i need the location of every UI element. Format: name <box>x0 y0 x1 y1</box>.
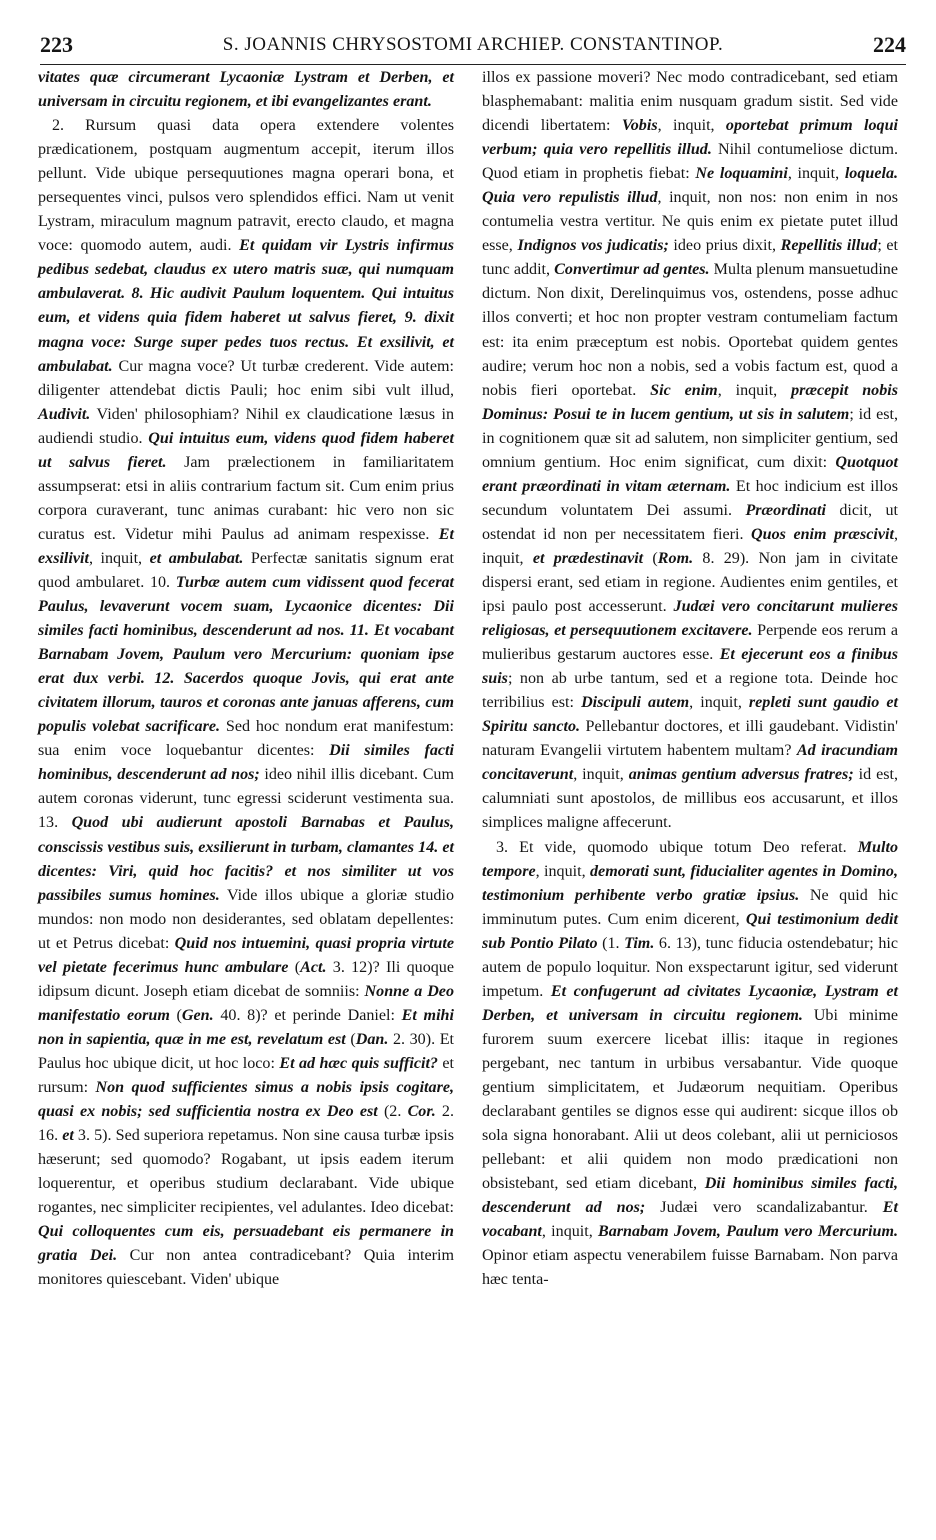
scripture-quote: Rom. <box>657 549 694 567</box>
scripture-quote: Et vocabant <box>482 1199 898 1241</box>
text-run: ideo nihil illis dicebant. Cum autem coronas viderunt, tunc egressi sciderunt vestimenta sua. 13. <box>38 766 454 832</box>
text-run: 6. 13), tunc fiducia ostendebatur; hic autem de populo loquitur. Non exspectarunt igitur, sed viderunt impetum. <box>482 934 898 1000</box>
scripture-quote: Et ejecerunt eos a finibus suis <box>482 646 898 688</box>
text-run: Sed hoc nondum erat manifestum: sua enim voce loquebantur dicentes: <box>38 718 454 760</box>
text-run: dicit, ut ostendat id non per necessitatem fieri. <box>482 501 898 543</box>
text-run: ( <box>169 1006 182 1024</box>
paragraph <box>38 114 454 1292</box>
scripture-quote: Multo tempore <box>482 838 898 880</box>
left-column <box>38 66 454 1292</box>
scripture-quote: Dii hominibus similes facti, descenderunt ad nos; <box>482 1175 898 1217</box>
scripture-quote: Dii similes facti hominibus, descenderunt ad nos; <box>38 742 454 784</box>
text-run: , inquit, non nos: non enim in nos contumelia vestra vertitur. Ne quis enim ex pietate putet illud esse, <box>482 189 898 255</box>
scripture-quote: Nonne a Deo manifestatio eorum <box>38 982 455 1024</box>
scripture-quote: Et mihi non in sapientia, quæ in me est, revelatum est <box>38 1006 454 1048</box>
text-run: 2. 30). Et Paulus hoc ubique dicit, ut hoc loco: <box>38 1030 455 1072</box>
scripture-quote: Qui intuitus eum, videns quod fidem haberet ut salvus fieret. <box>38 429 454 471</box>
text-run: 3. Et vide, quomodo ubique totum Deo referat. <box>496 838 858 856</box>
scripture-quote: Quod ubi audierunt apostoli Barnabas et Paulus, conscissis vestibus suis, exsilierunt in turbam, clamantes 14. et dicentes: Viri, quid hoc facitis? et nos similiter ut vos passibiles sumus homines. <box>38 814 454 904</box>
scripture-quote: loquela. Quia vero repulistis illud <box>482 165 899 207</box>
scripture-quote: Et confugerunt ad civitates Lycaoniæ, Lystram et Derben, et universam in circuitu regionem. <box>482 982 898 1024</box>
scripture-quote: Quid nos intuemini, quasi propria virtute vel pietate fecerimus hunc ambulare <box>38 934 454 976</box>
scripture-quote: et ambulabat. <box>149 549 244 567</box>
text-run: 2. Rursum quasi data opera extendere volentes prædicationem, postquam augmentum accepit, iterum illos pellunt. Vide ubique persequutiones magna operari bona, et persequentes vinci, pulsos vero splendidos effici. Nam ut venit Lystram, miraculum magnum patravit, erecto claudo, et magna voce: quomodo autem, audi. <box>38 117 454 255</box>
scripture-quote: Convertimur ad gentes. <box>554 261 710 279</box>
text-run: (1. <box>597 934 625 952</box>
text-run: Pellebantur doctores, et illi gaudebant. Vidistin' naturam Evangelii virtutem habentem multam? <box>482 718 898 760</box>
text-run: Cur non antea contradicebant? Quia interim monitores quiescebant. Viden' ubique <box>38 1247 454 1289</box>
text-run: ; non ab urbe tantum, sed et a regione tota. Deinde hoc terribilius est: <box>482 670 898 712</box>
scripture-quote: Ne loquamini <box>695 165 788 183</box>
text-run: ( <box>288 958 301 976</box>
scripture-quote: oportebat primum loqui verbum; quia vero repellitis illud. <box>482 117 898 159</box>
text-run: Judæi vero scandalizabantur. <box>645 1199 883 1217</box>
scripture-quote: et prædestinavit <box>532 549 644 567</box>
paragraph <box>482 66 898 836</box>
text-run: 8. 29). Non jam in civitate dispersi erant, sed etiam in regione. Audientes enim gentiles, et ipsi paulo post accesserunt. <box>482 549 898 616</box>
scripture-quote: Quos enim præscivit <box>751 525 894 543</box>
scripture-quote: Turbæ autem cum vidissent quod fecerat Paulus, levaverunt vocem suam, Lycaonice dicentes: Dii similes facti hominibus, descenderunt ad nos. 11. Et vocabant Barnabam Jovem, Paulum vero Mercurium: quoniam ipse erat dux verbi. 12. Sacerdos quoque Jovis, qui erat ante civitatem illorum, tauros et coronas ante januas afferens, cum populis volebat sacrificare. <box>38 573 454 736</box>
scripture-quote: Gen. <box>181 1006 214 1024</box>
scripture-quote: repleti sunt gaudio et Spiritu sancto. <box>482 694 898 736</box>
text-run: , inquit, <box>689 694 749 712</box>
text-run: ( <box>643 549 658 567</box>
text-run: , inquit, <box>787 165 845 183</box>
scripture-quote: Sic enim <box>650 381 718 399</box>
text-run: Cur magna voce? Ut turbæ crederent. Vide autem: diligenter attendebat dictis Pauli; hoc enim sibi vult illud, <box>38 357 454 399</box>
text-run: Ubi minime furorem suum exercere licebat illis: itaque in regiones pergebant, nec tantum in urbibus versabantur. Vide quoque gentium simplicitatem, et Judæorum nequitiam. Operibus declarabant gentiles se dignos esse qui audirent: sicque illos ob sola signa honorabant. Alii ut deos colebant, alii ut perniciosos pellebant: et alii quidem non modo prædicationi non obsistebant, sed etiam dicebant, <box>482 1006 898 1193</box>
scripture-quote: Et quidam vir Lystris infirmus pedibus sedebat, claudus ex utero matris suæ, qui numquam ambulaverat. 8. Hic audivit Paulum loquentem. Qui intuitus eum, et videns quia fidem haberet ut salvus fieret, 9. dixit magna voce: Surge super pedes tuos rectus. Et exsilivit, et ambulabat. <box>38 237 454 375</box>
text-run: id est, calumniati sunt apostolos, de millibus eos accusarunt, et illos simplices maligne affecerunt. <box>482 766 898 832</box>
text-run: , inquit, <box>535 862 590 880</box>
text-run: 40. 8)? et perinde Daniel: <box>213 1006 402 1024</box>
text-run: illos ex passione moveri? Nec modo contradicebant, sed etiam blasphemabant: malitia enim nusquam gradum sistit. Sed vide dicendi libertatem: <box>482 69 898 135</box>
scripture-quote: Præordinati <box>745 501 826 519</box>
text-run: , inquit, <box>573 766 629 784</box>
text-run: Ne quid hic imminutum putes. Cum enim dicerent, <box>482 886 898 928</box>
text-run: Perfectæ sanitatis signum erat quod ambularet. 10. <box>38 549 454 591</box>
scripture-quote: Repellitis illud <box>780 237 878 255</box>
text-run: , inquit, <box>88 549 150 567</box>
text-run: , inquit, <box>717 381 792 399</box>
scripture-quote: præcepit nobis Dominus: Posui te in lucem gentium, ut sis in salutem <box>482 381 898 423</box>
text-run: Et hoc indicium est illos secundum voluntatem Dei assumi. <box>482 477 898 519</box>
scripture-quote: Qui colloquentes cum eis, persuadebant eis permanere in gratia Dei. <box>38 1223 454 1265</box>
scripture-quote: Quotquot erant præordinati in vitam æternam. <box>482 453 898 495</box>
paragraph <box>482 836 898 1293</box>
scripture-quote: Dan. <box>355 1030 389 1048</box>
scripture-quote: Et ad hæc quis sufficit? <box>279 1054 438 1072</box>
scripture-quote: Act. <box>300 958 327 976</box>
text-run: ideo prius dixit, <box>668 237 781 255</box>
text-run: 3. 12)? Ili quoque idipsum dicunt. Joseph etiam dicebat de somniis: <box>38 958 454 1000</box>
scripture-quote: Indignos vos judicatis; <box>517 237 669 255</box>
scripture-quote: animas gentium adversus fratres; <box>628 766 854 784</box>
page-number-right: 224 <box>873 32 906 57</box>
text-run: , inquit, <box>482 525 898 567</box>
text-run: 3. 5). Sed superiora repetamus. Non sine causa turbæ ipsis hæserunt; sed quomodo? Rogabant, ut ipsis eadem iterum loquerentur, et operibus studium declarabant. Vide ubique rogantes, nec simpliciter recipientes, vel adulantes. Ideo dicebat: <box>38 1127 455 1217</box>
scripture-quote: Vobis <box>621 117 658 135</box>
scripture-quote: Et exsilivit <box>38 525 454 567</box>
scripture-quote: Barnabam Jovem, Paulum vero Mercurium. <box>598 1223 898 1241</box>
text-run: Viden' philosophiam? Nihil ex claudicatione læsus in audiendi studio. <box>38 405 454 447</box>
scripture-quote: Judæi vero concitarunt mulieres religiosas, et persequutionem excitavere. <box>482 598 898 640</box>
text-run: (2. <box>377 1103 408 1121</box>
right-column <box>482 66 898 1292</box>
scripture-quote: Non quod sufficientes simus a nobis ipsis cogitare, quasi ex nobis; sed sufficientia nostra ex Deo est <box>38 1078 454 1121</box>
text-run: ; et tunc addit, <box>482 237 899 279</box>
scripture-quote: Audivit. <box>38 405 91 423</box>
text-run: ; id est, in cognitionem quæ sit ad salutem, non simpliciter gentium, sed omnium gentium. Hoc enim significat, cum dixit: <box>482 405 898 471</box>
text-run: Vide illos ubique a gloriæ studio mundos: non modo non desiderantes, sed oblatam depellentes: ut et Petrus dicebat: <box>38 886 454 952</box>
scripture-quote: Tim. <box>624 934 655 952</box>
text-run: Nihil contumeliose dictum. Quod etiam in prophetis fiebat: <box>482 141 899 183</box>
text-run: 2. 16. <box>38 1103 455 1145</box>
paragraph <box>38 66 454 114</box>
text-run: et rursum: <box>38 1054 455 1096</box>
text-run: Jam prælectionem in familiaritatem assumpserat: etsi in aliis contrarium factum sit. Cum enim prius corpora curaverant, tunc animas curabant: hic vero non sic curatus est. Videtur mihi Paulus ad animam respexisse. <box>38 453 454 543</box>
text-run: , inquit, <box>657 117 726 135</box>
scripture-quote: Discipuli autem <box>581 694 690 712</box>
scripture-quote: Cor. <box>407 1103 436 1121</box>
scripture-quote: vitates quæ circumerant Lycaoniæ Lystram et Derben, et universam in circuitu regionem, et ibi evangelizantes erant. <box>38 69 454 111</box>
running-title: S. JOANNIS CHRYSOSTOMI ARCHIEP. CONSTANTINOP. <box>222 34 724 55</box>
page-number-left: 223 <box>40 32 73 57</box>
scripture-quote: demorati sunt, fiducialiter agentes in Domino, testimonium perhibente verbo gratiæ ipsius. <box>482 862 899 904</box>
text-run: , inquit, <box>541 1223 599 1241</box>
text-run: ( <box>345 1030 356 1048</box>
scripture-quote: Ad iracundiam concitaverunt <box>482 742 898 784</box>
text-run: Multa plenum mansuetudine dictum. Non dixit, Derelinquimus vos, ostendens, posse adhuc illos converti; et hoc non propter vestram contumeliam factum est: ita enim præceptum est nobis. Oportebat quidem gentes audire; verum hoc non a nobis, sed a vobis factum est, quod a nobis fieri oportebat. <box>482 261 898 399</box>
text-run: Perpende eos rerum a mulieribus gestarum auctores esse. <box>482 622 898 664</box>
scripture-quote: et <box>62 1127 74 1145</box>
page-header <box>40 30 906 65</box>
scripture-quote: Qui testimonium dedit sub Pontio Pilato <box>482 910 898 952</box>
text-run: Opinor etiam aspectu venerabilem fuisse Barnabam. Non parva hæc tenta- <box>482 1247 898 1289</box>
